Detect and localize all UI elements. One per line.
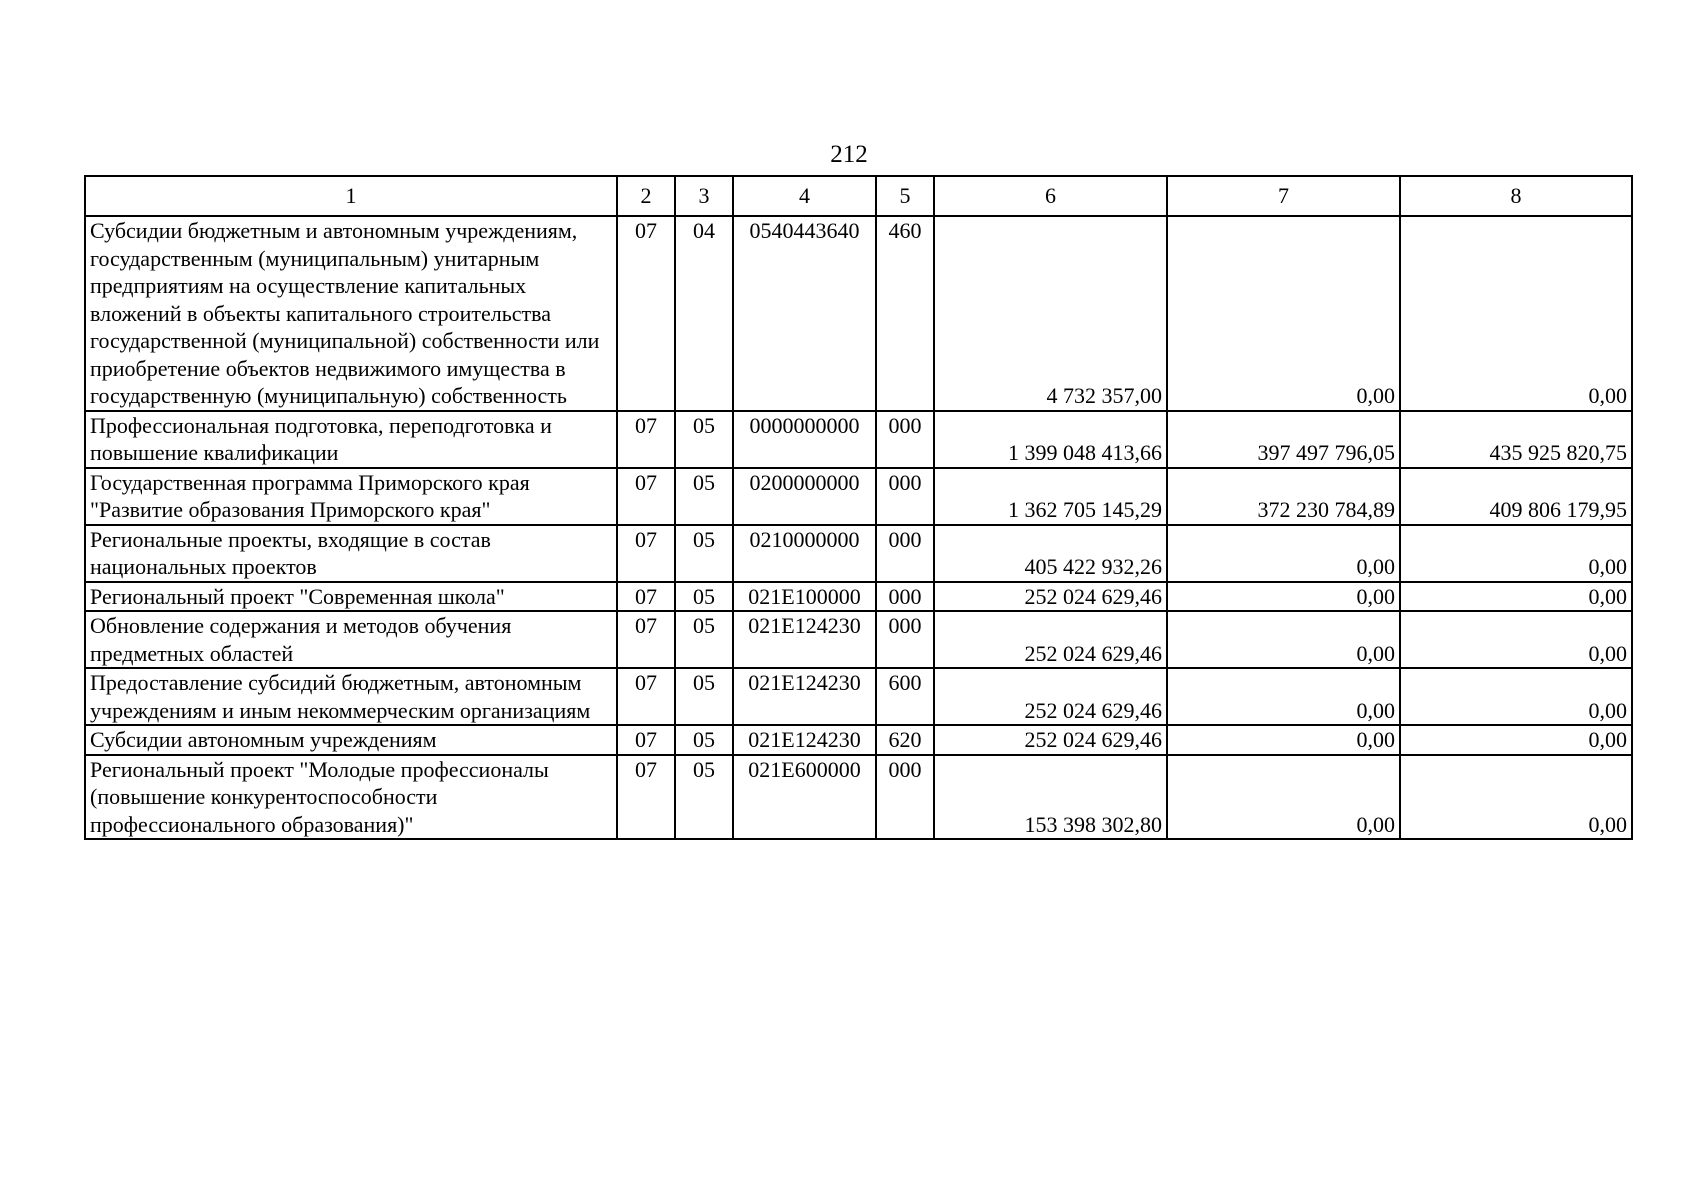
section-code: 07: [617, 755, 675, 840]
amount-col7: 0,00: [1167, 755, 1400, 840]
subsection-code: 05: [675, 468, 733, 525]
amount-col6: 252 024 629,46: [934, 611, 1167, 668]
column-number: 6: [934, 176, 1167, 216]
row-name: Региональный проект "Современная школа": [85, 582, 617, 612]
amount-col8: 0,00: [1400, 216, 1632, 411]
amount-col8: 0,00: [1400, 525, 1632, 582]
amount-col6: 405 422 932,26: [934, 525, 1167, 582]
table-row: [85, 216, 1632, 411]
amount-col6: 1 399 048 413,66: [934, 411, 1167, 468]
target-article-code: 021E100000: [733, 582, 876, 612]
subsection-code: 05: [675, 668, 733, 725]
table-row: [85, 411, 1632, 468]
amount-col7: 0,00: [1167, 611, 1400, 668]
amount-col6: 1 362 705 145,29: [934, 468, 1167, 525]
expense-type-code: 000: [876, 525, 934, 582]
subsection-code: 05: [675, 582, 733, 612]
table-row: [85, 525, 1632, 582]
row-name: Профессиональная подготовка, переподготовка и повышение квалификации: [85, 411, 617, 468]
amount-col8: 435 925 820,75: [1400, 411, 1632, 468]
table-row: [85, 611, 1632, 668]
subsection-code: 04: [675, 216, 733, 411]
expense-type-code: 000: [876, 582, 934, 612]
amount-col7: 0,00: [1167, 216, 1400, 411]
amount-col6: 252 024 629,46: [934, 668, 1167, 725]
amount-col8: 0,00: [1400, 755, 1632, 840]
table-row: [85, 668, 1632, 725]
page-number: 212: [830, 141, 868, 168]
table-row: [85, 725, 1632, 755]
amount-col6: 252 024 629,46: [934, 582, 1167, 612]
section-code: 07: [617, 468, 675, 525]
section-code: 07: [617, 611, 675, 668]
amount-col8: 0,00: [1400, 611, 1632, 668]
section-code: 07: [617, 668, 675, 725]
target-article-code: 021E600000: [733, 755, 876, 840]
expense-type-code: 000: [876, 468, 934, 525]
section-code: 07: [617, 582, 675, 612]
amount-col8: 409 806 179,95: [1400, 468, 1632, 525]
target-article-code: 021E124230: [733, 668, 876, 725]
column-number: 3: [675, 176, 733, 216]
section-code: 07: [617, 725, 675, 755]
subsection-code: 05: [675, 611, 733, 668]
target-article-code: 0000000000: [733, 411, 876, 468]
expense-type-code: 620: [876, 725, 934, 755]
expense-type-code: 600: [876, 668, 934, 725]
row-name: Обновление содержания и методов обучения предметных областей: [85, 611, 617, 668]
row-name: Государственная программа Приморского края "Развитие образования Приморского края": [85, 468, 617, 525]
table-row: [85, 582, 1632, 612]
row-name: Субсидии бюджетным и автономным учреждениям, государственным (муниципальным) унитарным предприятиям на осуществление капитальных вложений в объекты капитального строительства государственной (муниципальной) собственности или приобретение объектов недвижимого имущества в государственную (муниципальную) собственность: [85, 216, 617, 411]
table-row: [85, 755, 1632, 840]
target-article-code: 0210000000: [733, 525, 876, 582]
expense-type-code: 000: [876, 411, 934, 468]
column-number: 7: [1167, 176, 1400, 216]
subsection-code: 05: [675, 755, 733, 840]
column-number: 8: [1400, 176, 1632, 216]
amount-col7: 0,00: [1167, 582, 1400, 612]
column-number: 2: [617, 176, 675, 216]
column-number: 5: [876, 176, 934, 216]
amount-col8: 0,00: [1400, 725, 1632, 755]
section-code: 07: [617, 411, 675, 468]
row-name: Региональный проект "Молодые профессионалы (повышение конкурентоспособности профессионального образования)": [85, 755, 617, 840]
subsection-code: 05: [675, 725, 733, 755]
amount-col8: 0,00: [1400, 668, 1632, 725]
section-code: 07: [617, 216, 675, 411]
amount-col6: 4 732 357,00: [934, 216, 1167, 411]
target-article-code: 021E124230: [733, 611, 876, 668]
target-article-code: 0200000000: [733, 468, 876, 525]
budget-table: [84, 175, 1633, 840]
amount-col7: 372 230 784,89: [1167, 468, 1400, 525]
row-name: Субсидии автономным учреждениям: [85, 725, 617, 755]
target-article-code: 0540443640: [733, 216, 876, 411]
amount-col6: 153 398 302,80: [934, 755, 1167, 840]
amount-col7: 0,00: [1167, 668, 1400, 725]
table-row: [85, 468, 1632, 525]
amount-col6: 252 024 629,46: [934, 725, 1167, 755]
expense-type-code: 000: [876, 611, 934, 668]
subsection-code: 05: [675, 411, 733, 468]
target-article-code: 021E124230: [733, 725, 876, 755]
amount-col7: 0,00: [1167, 525, 1400, 582]
column-number: 4: [733, 176, 876, 216]
subsection-code: 05: [675, 525, 733, 582]
expense-type-code: 000: [876, 755, 934, 840]
column-number-row: [85, 176, 1632, 216]
row-name: Региональные проекты, входящие в состав национальных проектов: [85, 525, 617, 582]
row-name: Предоставление субсидий бюджетным, автономным учреждениям и иным некоммерческим организациям: [85, 668, 617, 725]
amount-col7: 0,00: [1167, 725, 1400, 755]
column-number: 1: [85, 176, 617, 216]
amount-col8: 0,00: [1400, 582, 1632, 612]
expense-type-code: 460: [876, 216, 934, 411]
section-code: 07: [617, 525, 675, 582]
amount-col7: 397 497 796,05: [1167, 411, 1400, 468]
